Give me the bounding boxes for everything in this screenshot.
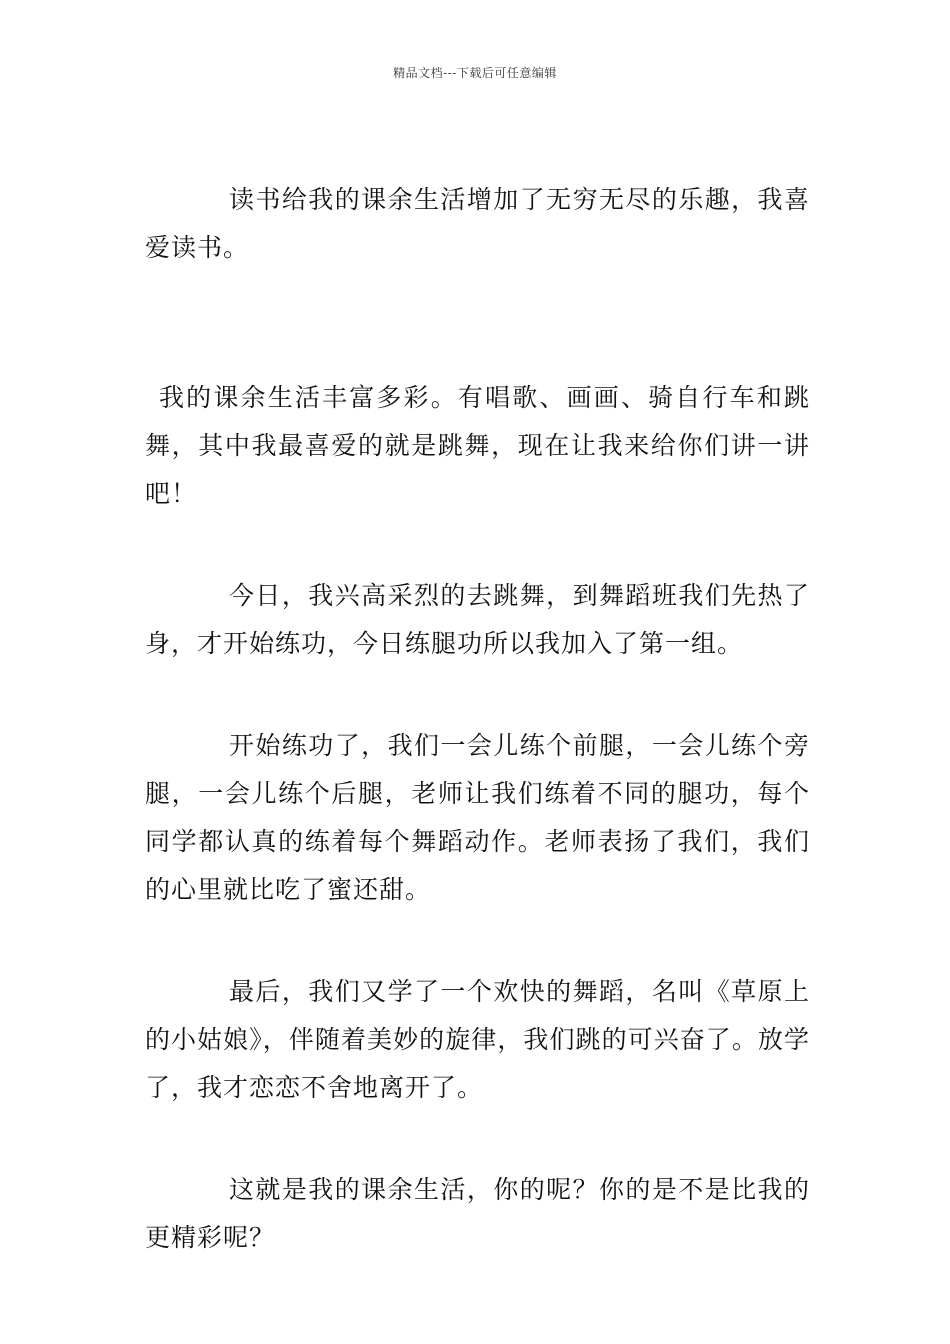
document-body — [145, 176, 810, 1262]
page-header: 精品文档---下载后可任意编辑 — [393, 66, 557, 80]
paragraph-reading: 读书给我的课余生活增加了无穷无尽的乐趣，我喜爱读书。 — [145, 185, 810, 262]
paragraph-after-school-life: 我的课余生活丰富多彩。有唱歌、画画、骑自行车和跳舞，其中我最喜爱的就是跳舞，现在让我来给你们讲一讲吧！ — [145, 383, 810, 508]
paragraph-practice: 开始练功了，我们一会儿练个前腿，一会儿练个旁腿，一会儿练个后腿，老师让我们练着不同的腿功，每个同学都认真的练着每个舞蹈动作。老师表扬了我们，我们的心里就比吃了蜜还甜。 — [145, 731, 810, 904]
paragraph-closing: 这就是我的课余生活，你的呢？你的是不是比我的更精彩呢？ — [145, 1175, 810, 1252]
paragraph-new-dance: 最后，我们又学了一个欢快的舞蹈，名叫《草原上的小姑娘》，伴随着美妙的旋律，我们跳的可兴奋了。放学了，我才恋恋不舍地离开了。 — [145, 977, 810, 1102]
paragraph-dance-class: 今日，我兴高采烈的去跳舞，到舞蹈班我们先热了身，才开始练功，今日练腿功所以我加入了第一组。 — [145, 581, 810, 658]
